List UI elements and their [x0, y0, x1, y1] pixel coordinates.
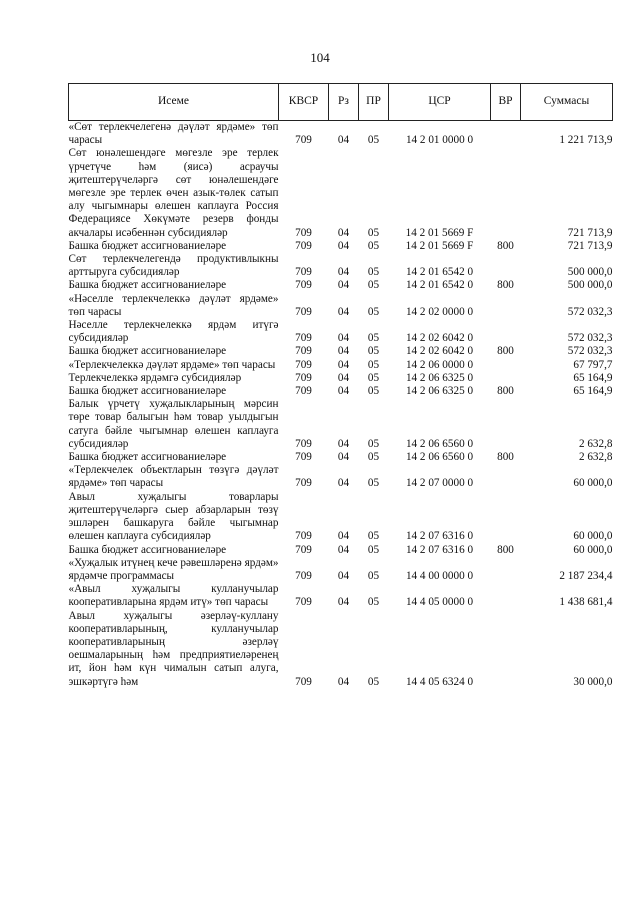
row-sum: 60 000,0: [573, 543, 613, 556]
row-name: «Авыл хуҗалыгы кулланучылар кооперативларына ярдәм итү» төп чарасы: [68, 583, 279, 609]
row-sum: 1 438 681,4: [559, 596, 613, 609]
row-vr: 800: [497, 543, 514, 556]
row-kvsr: 709: [295, 543, 312, 556]
row-pr: 05: [367, 477, 380, 490]
row-kvsr: 709: [295, 345, 312, 358]
row-csr: 14 2 06 6325 0: [405, 371, 474, 384]
row-sum: 60 000,0: [573, 477, 613, 490]
row-name: «Сөт терлекчелегенә дәүләт ярдәме» төп чарасы: [68, 121, 279, 147]
row-vr: 800: [497, 451, 514, 464]
row-kvsr: 709: [295, 332, 312, 345]
table-row: [69, 279, 613, 292]
row-rz: 04: [337, 239, 350, 252]
row-vr: [491, 491, 521, 544]
row-kvsr: 709: [295, 266, 312, 279]
row-pr: 05: [367, 134, 380, 147]
table-row: [69, 359, 613, 372]
row-rz: 04: [337, 385, 350, 398]
row-name: Авыл хуҗалыгы әзерләү-куллану кооперативларының, кулланучылар кооперативларының әзерләү оешмаларының һәм предприятиеләренең ит, йон һәм күн чималын сатып алуга, эшкәртүгә һәм: [68, 609, 279, 688]
row-rz: 04: [337, 226, 350, 239]
header-vr: ВР: [491, 84, 521, 121]
row-kvsr: 709: [295, 305, 312, 318]
table-row: [69, 557, 613, 583]
table-row: [69, 345, 613, 358]
row-pr: 05: [367, 385, 380, 398]
header-csr: ЦСР: [389, 84, 491, 121]
table-header-row: [69, 84, 613, 121]
table-row: [69, 464, 613, 490]
row-name: Башка бюджет ассигнованиеләре: [68, 451, 227, 464]
row-sum: 721 713,9: [567, 239, 613, 252]
row-vr: [491, 372, 521, 385]
row-pr: 05: [367, 279, 380, 292]
table-row: [69, 293, 613, 319]
row-pr: 05: [367, 305, 380, 318]
row-name: Башка бюджет ассигнованиеләре: [68, 345, 227, 358]
table-row: [69, 385, 613, 398]
row-kvsr: 709: [295, 226, 312, 239]
row-sum: 67 797,7: [573, 358, 613, 371]
row-pr: 05: [367, 569, 380, 582]
row-sum: 65 164,9: [573, 385, 613, 398]
table-row: [69, 544, 613, 557]
row-kvsr: 709: [295, 279, 312, 292]
row-name: Башка бюджет ассигнованиеләре: [68, 385, 227, 398]
row-csr: 14 4 05 0000 0: [405, 596, 474, 609]
row-pr: 05: [367, 358, 380, 371]
row-kvsr: 709: [295, 239, 312, 252]
budget-table: [68, 83, 613, 689]
table-row: [69, 583, 613, 609]
row-sum: 572 032,3: [567, 305, 613, 318]
row-kvsr: 709: [295, 569, 312, 582]
row-rz: 04: [337, 305, 350, 318]
row-csr: 14 2 01 6542 0: [405, 279, 474, 292]
row-sum: 2 632,8: [578, 437, 613, 450]
row-pr: 05: [367, 266, 380, 279]
row-name: Авыл хуҗалыгы товарлары җитештерүчеләргә сыер абзарларын төзү эшләрен башкаруга бәйле чыгымнар өлешен каплауга субсидияләр: [68, 490, 279, 543]
row-vr: [491, 121, 521, 148]
row-csr: 14 2 01 0000 0: [405, 134, 474, 147]
row-vr: [491, 557, 521, 583]
row-sum: 60 000,0: [573, 530, 613, 543]
row-sum: 572 032,3: [567, 345, 613, 358]
row-rz: 04: [337, 358, 350, 371]
row-csr: 14 2 06 6560 0: [405, 437, 474, 450]
row-name: Сөт терлекчелегендә продуктивлыкны арттыруга субсидияләр: [68, 253, 279, 279]
row-rz: 04: [337, 530, 350, 543]
row-rz: 04: [337, 451, 350, 464]
row-kvsr: 709: [295, 385, 312, 398]
row-kvsr: 709: [295, 358, 312, 371]
row-pr: 05: [367, 596, 380, 609]
row-pr: 05: [367, 332, 380, 345]
header-name: Исеме: [69, 84, 279, 121]
row-rz: 04: [337, 371, 350, 384]
row-name: Терлекчелеккә ярдәмгә субсидияләр: [68, 371, 242, 384]
row-pr: 05: [367, 345, 380, 358]
row-csr: 14 2 07 0000 0: [405, 477, 474, 490]
row-csr: 14 4 05 6324 0: [405, 675, 474, 688]
header-kvsr: КВСР: [279, 84, 329, 121]
table-row: [69, 319, 613, 345]
table-row: [69, 610, 613, 689]
row-name: Башка бюджет ассигнованиеләре: [68, 543, 227, 556]
row-pr: 05: [367, 437, 380, 450]
row-kvsr: 709: [295, 371, 312, 384]
row-csr: 14 2 07 6316 0: [405, 530, 474, 543]
row-rz: 04: [337, 332, 350, 345]
row-rz: 04: [337, 569, 350, 582]
row-vr: [491, 253, 521, 279]
row-pr: 05: [367, 371, 380, 384]
row-sum: 1 221 713,9: [559, 134, 613, 147]
row-rz: 04: [337, 134, 350, 147]
row-csr: 14 2 02 6042 0: [405, 345, 474, 358]
row-pr: 05: [367, 451, 380, 464]
row-csr: 14 2 01 6542 0: [405, 266, 474, 279]
row-name: Башка бюджет ассигнованиеләре: [68, 279, 227, 292]
row-sum: 30 000,0: [573, 675, 613, 688]
row-kvsr: 709: [295, 451, 312, 464]
row-vr: 800: [497, 385, 514, 398]
row-csr: 14 2 01 5669 F: [405, 239, 474, 252]
row-rz: 04: [337, 279, 350, 292]
row-sum: 2 187 234,4: [559, 569, 613, 582]
row-csr: 14 2 06 6325 0: [405, 385, 474, 398]
row-vr: [491, 319, 521, 345]
table-row: [69, 253, 613, 279]
row-kvsr: 709: [295, 437, 312, 450]
row-kvsr: 709: [295, 596, 312, 609]
row-csr: 14 2 07 6316 0: [405, 543, 474, 556]
row-vr: [491, 610, 521, 689]
row-sum: 572 032,3: [567, 332, 613, 345]
row-vr: [491, 293, 521, 319]
row-csr: 14 2 02 0000 0: [405, 305, 474, 318]
table-row: [69, 121, 613, 148]
row-kvsr: 709: [295, 675, 312, 688]
row-csr: 14 2 01 5669 F: [405, 226, 474, 239]
table-row: [69, 491, 613, 544]
row-name: Сөт юнәлешендәге мөгезле эре терлек үрчетүче һәм (яисә) асраучы җитештерүчеләргә сөт юнәлешендәге мөгезле эре терлек өчен азык-төлек сатып алу чыгымнары өлешен каплауга Россия Федерациясе Хөкүмәте резерв фонды акчалары исәбеннән субсидияләр: [68, 147, 279, 239]
row-name: «Нәселле терлекчелеккә дәүләт ярдәме» төп чарасы: [68, 292, 279, 318]
row-name: «Терлекчелек объектларын төзүгә дәүләт ярдәме» төп чарасы: [68, 464, 279, 490]
row-csr: 14 2 06 6560 0: [405, 451, 474, 464]
row-csr: 14 4 00 0000 0: [405, 569, 474, 582]
row-vr: 800: [497, 345, 514, 358]
row-rz: 04: [337, 437, 350, 450]
row-kvsr: 709: [295, 530, 312, 543]
row-kvsr: 709: [295, 477, 312, 490]
row-vr: [491, 464, 521, 490]
row-name: Нәселле терлекчелеккә ярдәм итүгә субсидияләр: [68, 319, 279, 345]
table-row: [69, 240, 613, 253]
header-pr: ПР: [359, 84, 389, 121]
page-number: 104: [310, 50, 330, 65]
table-row: [69, 398, 613, 451]
row-kvsr: 709: [295, 134, 312, 147]
row-pr: 05: [367, 675, 380, 688]
row-pr: 05: [367, 530, 380, 543]
row-sum: 65 164,9: [573, 371, 613, 384]
row-vr: [491, 398, 521, 451]
row-name: Балык үрчетү хуҗалыкларының мәрсин төре товар балыгын һәм товар уылдыгын сатуга бәйле чыгымнар өлешен каплауга субсидияләр: [68, 398, 279, 450]
table-row: [69, 147, 613, 239]
row-vr: 800: [497, 239, 514, 252]
row-csr: 14 2 02 6042 0: [405, 332, 474, 345]
row-name: «Хуҗалык итүнең кече рәвешләренә ярдәм» ярдәмче программасы: [68, 556, 279, 582]
table-row: [69, 451, 613, 464]
header-sum: Суммасы: [521, 84, 613, 121]
row-name: Башка бюджет ассигнованиеләре: [68, 239, 227, 252]
row-rz: 04: [337, 675, 350, 688]
row-vr: [491, 359, 521, 372]
row-vr: [491, 147, 521, 239]
row-pr: 05: [367, 226, 380, 239]
row-rz: 04: [337, 477, 350, 490]
row-sum: 500 000,0: [567, 266, 613, 279]
row-name: «Терлекчелеккә дәүләт ярдәме» төп чарасы: [68, 358, 276, 371]
row-rz: 04: [337, 596, 350, 609]
row-sum: 500 000,0: [567, 279, 613, 292]
header-rz: Рз: [329, 84, 359, 121]
row-vr: 800: [497, 279, 514, 292]
row-vr: [491, 583, 521, 609]
row-rz: 04: [337, 345, 350, 358]
row-pr: 05: [367, 543, 380, 556]
row-rz: 04: [337, 543, 350, 556]
row-sum: 721 713,9: [567, 226, 613, 239]
row-rz: 04: [337, 266, 350, 279]
table-row: [69, 372, 613, 385]
row-pr: 05: [367, 239, 380, 252]
row-csr: 14 2 06 0000 0: [405, 358, 474, 371]
row-sum: 2 632,8: [578, 451, 613, 464]
